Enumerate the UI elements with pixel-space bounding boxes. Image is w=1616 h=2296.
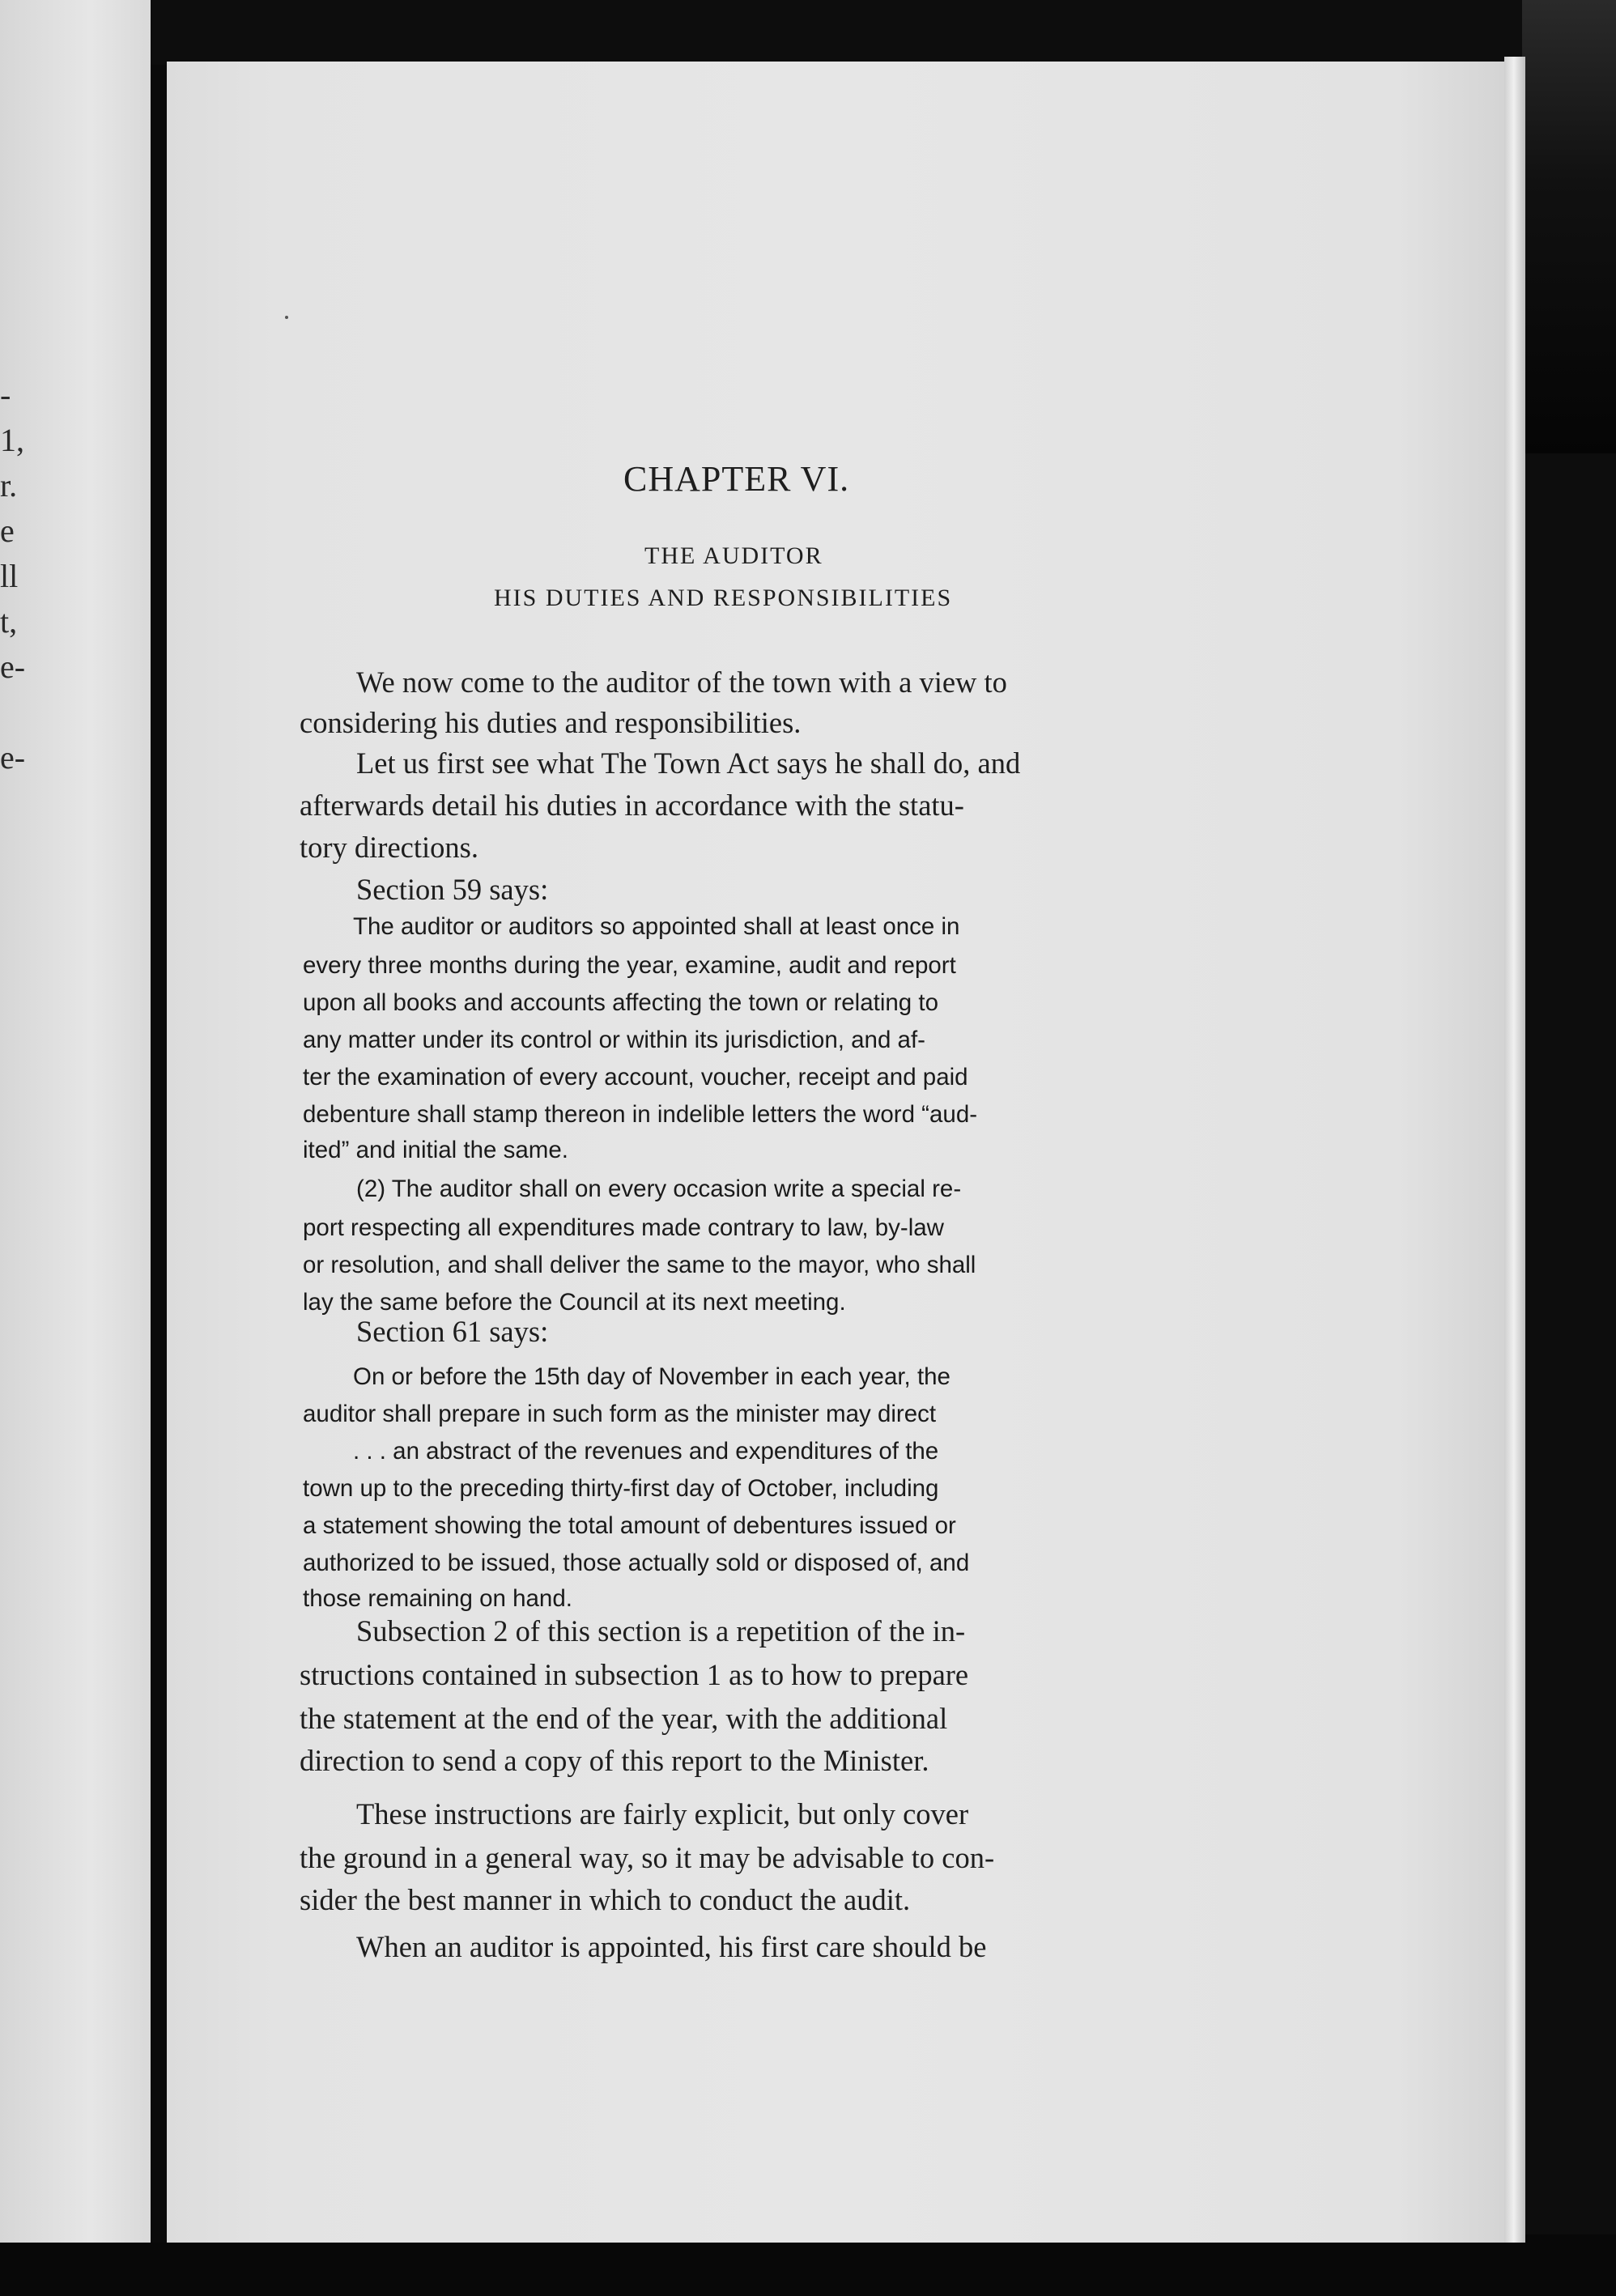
section-61-quote-line: a statement showing the total amount of debentures issued or: [303, 1512, 956, 1539]
paragraph-3-line: Subsection 2 of this section is a repetition of the in-: [356, 1614, 966, 1648]
paper-speck: [285, 316, 288, 319]
line-fragment: [0, 690, 24, 735]
line-fragment: e-: [0, 648, 26, 685]
section-61-quote-line: auditor shall prepare in such form as the minister may direct: [303, 1401, 937, 1427]
section-61-quote-line: On or before the 15th day of November in each year, the: [353, 1363, 950, 1390]
scanner-background-bottom: [0, 2234, 1616, 2296]
paragraph-2-line: Let us first see what The Town Act says he shall do, and: [356, 746, 1021, 780]
section-59-quote-line: The auditor or auditors so appointed shall at least once in: [353, 913, 960, 940]
section-61-label: Section 61 says:: [356, 1315, 549, 1348]
line-fragment: e-: [0, 739, 26, 776]
section-61-quote-line: those remaining on hand.: [303, 1585, 572, 1612]
section-61-quote-line: . . . an abstract of the revenues and expenditures of the: [353, 1438, 939, 1465]
line-fragment: e: [0, 512, 15, 549]
paragraph-3-line: the statement at the end of the year, with the additional: [300, 1702, 948, 1735]
paragraph-3-line: direction to send a copy of this report to the Minister.: [300, 1744, 929, 1777]
section-59-quote-line: any matter under its control or within its jurisdiction, and af-: [303, 1027, 925, 1053]
paragraph-2-line: afterwards detail his duties in accordance with the statu-: [300, 789, 964, 822]
chapter-subtitle: THE AUDITOR: [644, 542, 823, 569]
section-59-quote-line: ited” and initial the same.: [303, 1137, 568, 1163]
section-59-quote-line: debenture shall stamp thereon in indelible letters the word “aud-: [303, 1101, 978, 1128]
paragraph-2-line: tory directions.: [300, 831, 478, 864]
paragraph-4-line: the ground in a general way, so it may be advisable to con-: [300, 1841, 995, 1874]
paragraph-4-line: These instructions are fairly explicit, but only cover: [356, 1797, 969, 1830]
section-59-sub-2-line: (2) The auditor shall on every occasion write a special re-: [356, 1176, 962, 1202]
section-59-quote-line: ter the examination of every account, voucher, receipt and paid: [303, 1064, 968, 1091]
line-fragment: 1,: [0, 422, 24, 458]
line-fragment: ll: [0, 558, 19, 594]
previous-page-edge: [0, 0, 151, 2243]
section-59-quote-line: upon all books and accounts affecting the town or relating to: [303, 989, 939, 1016]
chapter-title: CHAPTER VI.: [623, 459, 850, 499]
section-59-quote-line: every three months during the year, examine, audit and report: [303, 952, 956, 979]
book-gutter: [151, 65, 167, 2243]
section-59-sub-2-line: lay the same before the Council at its next meeting.: [303, 1289, 846, 1316]
line-fragment: t,: [0, 603, 18, 640]
section-59-sub-2-line: or resolution, and shall deliver the same to the mayor, who shall: [303, 1252, 976, 1278]
previous-page-line-endings: [0, 372, 24, 780]
section-61-quote-line: town up to the preceding thirty-first day of October, including: [303, 1475, 939, 1502]
line-fragment: r.: [0, 467, 18, 504]
section-61-quote-line: authorized to be issued, those actually sold or disposed of, and: [303, 1550, 970, 1576]
paragraph-5-line: When an auditor is appointed, his first care should be: [356, 1930, 987, 1963]
page-edge: [1504, 57, 1525, 2243]
section-59-label: Section 59 says:: [356, 873, 549, 906]
paragraph-1-line: considering his duties and responsibilities.: [300, 706, 802, 739]
section-59-sub-2-line: port respecting all expenditures made contrary to law, by-law: [303, 1214, 944, 1241]
chapter-subtitle-2: HIS DUTIES AND RESPONSIBILITIES: [494, 585, 953, 611]
paragraph-4-line: sider the best manner in which to conduct the audit.: [300, 1883, 911, 1916]
scanner-background-corner: [1522, 0, 1616, 453]
paragraph-1-line: We now come to the auditor of the town with a view to: [356, 665, 1007, 699]
line-fragment: -: [0, 376, 11, 413]
paragraph-3-line: structions contained in subsection 1 as to how to prepare: [300, 1658, 969, 1691]
